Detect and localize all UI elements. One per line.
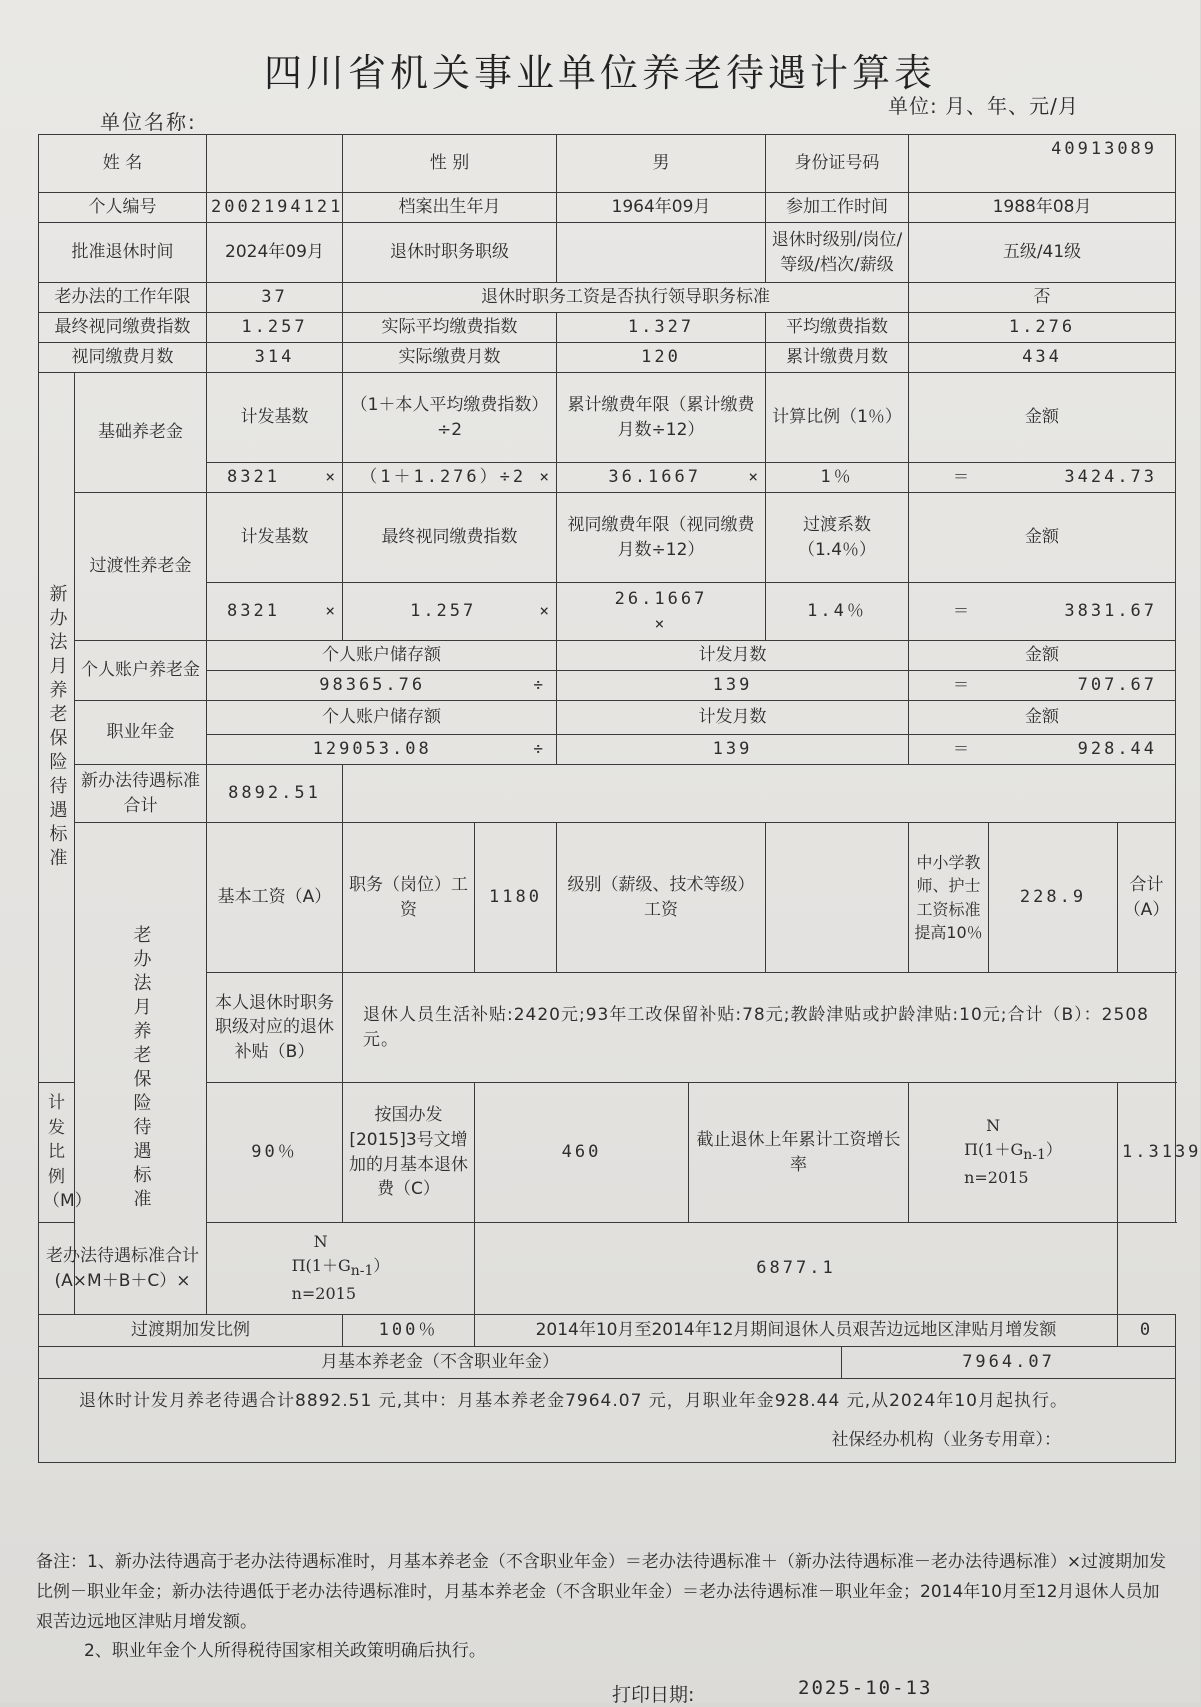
old-total-formula xyxy=(207,1223,475,1315)
deemed-months-value: 314 xyxy=(207,343,343,373)
new-total-blank xyxy=(343,765,1176,823)
level-label: 退休时级别/岗位/等级/档次/薪级 xyxy=(766,223,909,283)
final-index-value: 1.257 xyxy=(207,313,343,343)
account-balance: 98365.76 xyxy=(319,675,426,696)
annuity-v2: 139 xyxy=(557,735,909,765)
ratio-c-label: 按国办发[2015]3号文增加的月基本退休费（C） xyxy=(343,1083,475,1223)
row-name xyxy=(39,135,1176,193)
monthly-basic-row xyxy=(39,1347,1176,1379)
product2-sub: n-1 xyxy=(350,1263,374,1280)
basic-h5: 金额 xyxy=(909,373,1176,463)
old-total-row xyxy=(39,1223,1176,1315)
transition-ratio-label: 过渡期加发比例 xyxy=(39,1315,343,1347)
old-years-label: 老办法的工作年限 xyxy=(39,283,207,313)
row-retire xyxy=(39,223,1176,283)
wage-teacher-value: 228.9 xyxy=(989,823,1118,973)
annuity-label: 职业年金 xyxy=(75,701,207,765)
product2-bottom: n=2015 xyxy=(291,1284,357,1304)
annuity-v3: ＝ 928.44 xyxy=(909,735,1176,765)
annuity-v1: 129053.08 ÷ xyxy=(207,735,557,765)
basic-h1: 计发基数 xyxy=(207,373,343,463)
actual-index-value: 1.327 xyxy=(557,313,766,343)
ratio-row xyxy=(39,1083,1176,1223)
row-old-years xyxy=(39,283,1176,313)
product-bottom: n=2015 xyxy=(964,1168,1029,1188)
basic-v1: 8321 × xyxy=(207,463,343,493)
old-total-text: 老办法待遇标准合计(A×M＋B＋C）× xyxy=(46,1245,199,1291)
old-total-value: 6877.1 xyxy=(475,1223,1118,1315)
old-method-side-label: 老办法月养老保险待遇标准 xyxy=(75,823,207,1315)
name-value xyxy=(207,135,343,193)
transition-base: 8321 xyxy=(227,601,280,622)
note-2: 2、职业年金个人所得税待国家相关政策明确后执行。 xyxy=(84,1641,486,1662)
total-months-value: 434 xyxy=(909,343,1176,373)
actual-index-label: 实际平均缴费指数 xyxy=(343,313,557,343)
account-value-row xyxy=(39,671,1176,701)
transition-v3: 26.1667 × xyxy=(557,583,766,641)
work-start-label: 参加工作时间 xyxy=(766,193,909,223)
transition-v5: ＝ 3831.67 xyxy=(909,583,1176,641)
id-label: 身份证号码 xyxy=(766,135,909,193)
gender-label: 性 别 xyxy=(343,135,557,193)
transition-h2: 最终视同缴费指数 xyxy=(343,493,557,583)
basic-h2: （1＋本人平均缴费指数）÷2 xyxy=(343,373,557,463)
number-label: 个人编号 xyxy=(39,193,207,223)
subsidy-label: 本人退休时职务职级对应的退休补贴（B） xyxy=(207,973,343,1083)
growth-formula xyxy=(909,1083,1118,1223)
annuity-header-row xyxy=(39,701,1176,735)
unit-label: 单位: 月、年、元/月 xyxy=(888,94,1079,118)
total-months-label: 累计缴费月数 xyxy=(766,343,909,373)
transition-ratio-value: 100％ xyxy=(343,1315,475,1347)
transition-v1: 8321 × xyxy=(207,583,343,641)
basic-pension-label: 基础养老金 xyxy=(75,373,207,493)
product-close: ） xyxy=(1045,1140,1062,1160)
birth-value: 1964年09月 xyxy=(557,193,766,223)
level-value: 五级/41级 xyxy=(909,223,1176,283)
product-top: N xyxy=(986,1116,1001,1136)
account-h3: 金额 xyxy=(909,641,1176,671)
transition-pension-value-row xyxy=(39,583,1176,641)
wage-row xyxy=(39,823,1176,973)
actual-months-value: 120 xyxy=(557,343,766,373)
name-label: 姓 名 xyxy=(39,135,207,193)
basic-pension-header-row xyxy=(39,373,1176,463)
new-total-value: 8892.51 xyxy=(207,765,343,823)
summary-cell xyxy=(39,1379,1176,1463)
ratio-value: 90％ xyxy=(207,1083,343,1223)
wage-duty-value: 1180 xyxy=(475,823,557,973)
notes xyxy=(36,1548,1176,1667)
account-label: 个人账户养老金 xyxy=(75,641,207,701)
basic-pension-value-row xyxy=(39,463,1176,493)
transition-h5: 金额 xyxy=(909,493,1176,583)
wage-grade-label: 级别（薪级、技术等级）工资 xyxy=(557,823,766,973)
hardship-label: 2014年10月至2014年12月期间退休人员艰苦边远地区津贴月增发额 xyxy=(475,1315,1118,1347)
account-v1: 98365.76 ÷ xyxy=(207,671,557,701)
new-method-side-label: 新办法月养老保险待遇标准 xyxy=(39,373,75,1083)
product2-top: N xyxy=(313,1232,328,1252)
basic-h3: 累计缴费年限（累计缴费月数÷12） xyxy=(557,373,766,463)
gender-value: 男 xyxy=(557,135,766,193)
product2-mid: Π(1＋G xyxy=(291,1256,351,1276)
transition-years: 26.1667 xyxy=(614,588,708,609)
hardship-value: 0 xyxy=(1118,1315,1176,1347)
annuity-value-row xyxy=(39,735,1176,765)
unit-name-label: 单位名称: xyxy=(100,110,197,134)
print-date-value: 2025-10-13 xyxy=(798,1677,933,1699)
birth-label: 档案出生年月 xyxy=(343,193,557,223)
summary-row xyxy=(39,1379,1176,1463)
account-amount: 707.67 xyxy=(1077,675,1158,696)
transition-v4: 1.4％ xyxy=(766,583,909,641)
old-total-label xyxy=(39,1223,207,1315)
basic-v4: 1％ xyxy=(766,463,909,493)
row-months xyxy=(39,343,1176,373)
wage-teacher-label: 中小学教师、护士工资标准提高10％ xyxy=(909,823,989,973)
basic-years: 36.1667 xyxy=(608,467,701,488)
basic-formula: （1＋1.276）÷2 xyxy=(360,467,527,488)
basic-h4: 计算比例（1％） xyxy=(766,373,909,463)
new-total-row xyxy=(39,765,1176,823)
account-h2: 计发月数 xyxy=(557,641,909,671)
ratio-c-value: 460 xyxy=(475,1083,689,1223)
product-formula xyxy=(964,1114,1062,1190)
basic-v3: 36.1667 × xyxy=(557,463,766,493)
transition-index: 1.257 xyxy=(410,601,477,622)
transition-amount: 3831.67 xyxy=(1064,601,1158,622)
basic-v2: （1＋1.276）÷2 × xyxy=(343,463,557,493)
new-total-label: 新办法待遇标准合计 xyxy=(75,765,207,823)
pension-calculation-table xyxy=(38,134,1201,1463)
account-v3: ＝ 707.67 xyxy=(909,671,1176,701)
basic-base: 8321 xyxy=(227,467,280,488)
growth-label: 截止退休上年累计工资增长率 xyxy=(689,1083,909,1223)
wage-grade-value xyxy=(766,823,909,973)
transition-pension-header-row xyxy=(39,493,1176,583)
product-mid: Π(1＋G xyxy=(964,1140,1024,1160)
wage-label: 基本工资（A） xyxy=(207,823,343,973)
annuity-h3: 金额 xyxy=(909,701,1176,735)
leader-value: 否 xyxy=(909,283,1176,313)
transition-h3: 视同缴费年限（视同缴费月数÷12） xyxy=(557,493,766,583)
wage-duty-label: 职务（岗位）工资 xyxy=(343,823,475,973)
product-formula-2 xyxy=(292,1230,390,1306)
agency-text: 社保经办机构（业务专用章）： xyxy=(831,1429,1062,1450)
row-index xyxy=(39,313,1176,343)
account-v2: 139 xyxy=(557,671,909,701)
id-value: 40913089 xyxy=(909,135,1176,193)
print-date-label: 打印日期: xyxy=(612,1684,695,1706)
retire-value: 2024年09月 xyxy=(207,223,343,283)
retire-label: 批准退休时间 xyxy=(39,223,207,283)
subsidy-row xyxy=(39,973,1176,1083)
annuity-h2: 计发月数 xyxy=(557,701,909,735)
avg-index-value: 1.276 xyxy=(909,313,1176,343)
annuity-amount: 928.44 xyxy=(1077,739,1158,760)
account-header-row xyxy=(39,641,1176,671)
product-sub: n-1 xyxy=(1023,1147,1046,1164)
duty-value xyxy=(557,223,766,283)
account-h1: 个人账户储存额 xyxy=(207,641,557,671)
subsidy-text: 退休人员生活补贴:2420元;93年工改保留补贴:78元;教龄津贴或护龄津贴:10元;合计（B）：2508元。 xyxy=(343,973,1176,1083)
summary-text: 退休时计发月养老待遇合计8892.51 元,其中：月基本养老金7964.07 元，月职业年金928.44 元,从2024年10月起执行。 xyxy=(79,1391,1068,1411)
note-1: 备注：1、新办法待遇高于老办法待遇标准时，月基本养老金（不含职业年金）＝老办法待遇标准＋（新办法待遇标准－老办法待遇标准）×过渡期加发比例－职业年金；新办法待遇低于老办法待遇标准时，月基本养老金（不含职业年金）＝老办法待遇标准－职业年金；2014年10月至12月退休人员加艰苦边远地区津贴月增发额。 xyxy=(36,1552,1167,1632)
transition-v2: 1.257 × xyxy=(343,583,557,641)
transition-h1: 计发基数 xyxy=(207,493,343,583)
basic-v5: ＝ 3424.73 xyxy=(909,463,1176,493)
transition-h4: 过渡系数（1.4％） xyxy=(766,493,909,583)
monthly-basic-value: 7964.07 xyxy=(842,1347,1176,1379)
avg-index-label: 平均缴费指数 xyxy=(766,313,909,343)
transition-pension-label: 过渡性养老金 xyxy=(75,493,207,641)
leader-label: 退休时职务工资是否执行领导职务标准 xyxy=(343,283,909,313)
annuity-balance: 129053.08 xyxy=(312,739,432,760)
work-start-value: 1988年08月 xyxy=(909,193,1176,223)
final-index-label: 最终视同缴费指数 xyxy=(39,313,207,343)
deemed-months-label: 视同缴费月数 xyxy=(39,343,207,373)
ratio-label: 计发比例（M） xyxy=(39,1083,75,1223)
transition-ratio-row xyxy=(39,1315,1176,1347)
row-number xyxy=(39,193,1176,223)
actual-months-label: 实际缴费月数 xyxy=(343,343,557,373)
duty-label: 退休时职务职级 xyxy=(343,223,557,283)
monthly-basic-label: 月基本养老金（不含职业年金） xyxy=(39,1347,842,1379)
old-years-value: 37 xyxy=(207,283,343,313)
wage-sum-label: 合计（A） xyxy=(1118,823,1176,973)
basic-amount: 3424.73 xyxy=(1064,467,1158,488)
product2-close: ） xyxy=(373,1256,390,1276)
growth-value: 1.3139 xyxy=(1118,1083,1176,1223)
number-value: 2002194121 xyxy=(207,193,343,223)
form-title: 四川省机关事业单位养老待遇计算表 xyxy=(263,51,936,95)
annuity-h1: 个人账户储存额 xyxy=(207,701,557,735)
